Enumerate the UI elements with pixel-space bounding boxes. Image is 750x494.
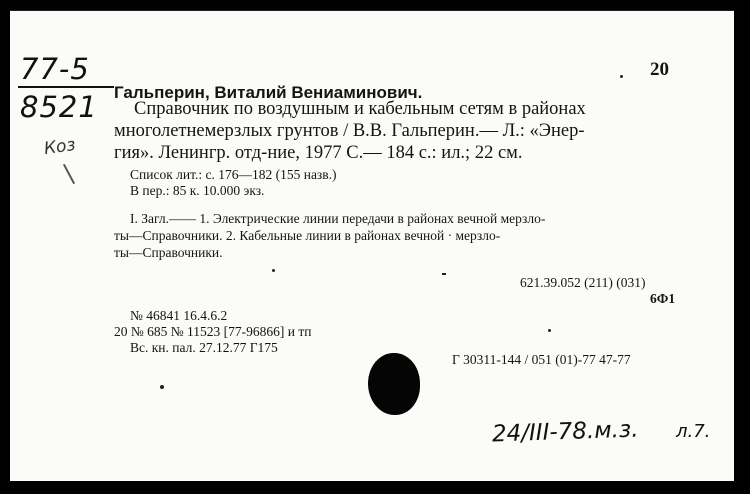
price-note: В пер.: 85 к. 10.000 экз. [130, 183, 265, 198]
bibliography-note: Список лит.: с. 176—182 (155 назв.) [130, 167, 337, 182]
page-number: 20 [650, 59, 669, 80]
shelf-mark-divider [18, 86, 114, 88]
handwritten-date: 24/III-78.м.з. [491, 416, 639, 448]
speck [442, 273, 446, 275]
title-line-1: Справочник по воздушным и кабельным сетям в районах [134, 99, 586, 119]
speck [160, 385, 164, 389]
handwritten-note: Коз [42, 134, 77, 160]
bbk-code: 6Ф1 [650, 291, 676, 306]
handwritten-mark: л.7. [676, 421, 711, 442]
subject-line-3: ты—Справочники. [114, 245, 223, 260]
speck [620, 75, 623, 78]
ink-blot [368, 353, 420, 415]
record-line-1: № 46841 16.4.6.2 [130, 308, 228, 323]
shelf-mark-bottom: 8521 [20, 90, 98, 124]
catalog-card [10, 10, 734, 481]
title-line-3: гия». Ленингр. отд-ние, 1977 С.— 184 с.: ил.; 22 см. [114, 143, 523, 163]
record-line-2: 20 № 685 № 11523 [77-96866] и тп [114, 324, 312, 339]
subject-line-2: ты—Справочники. 2. Кабельные линии в районах вечной · мерзло- [114, 228, 501, 243]
speck [548, 329, 551, 332]
speck [272, 269, 275, 272]
subject-line-1: I. Загл.—— 1. Электрические линии передачи в районах вечной мерзло- [130, 211, 546, 226]
author-heading: Гальперин, Виталий Вениаминович. [114, 83, 423, 102]
udc-code: 621.39.052 (211) (031) [520, 275, 646, 290]
title-line-2: многолетнемерзлых грунтов / В.В. Гальперин.— Л.: «Энер- [114, 121, 585, 141]
pencil-stroke [63, 164, 75, 184]
record-line-3: Вс. кн. пал. 27.12.77 Г175 [130, 340, 278, 355]
catalog-code: Г 30311-144 / 051 (01)-77 47-77 [452, 352, 631, 367]
shelf-mark-top: 77-5 [20, 52, 90, 86]
